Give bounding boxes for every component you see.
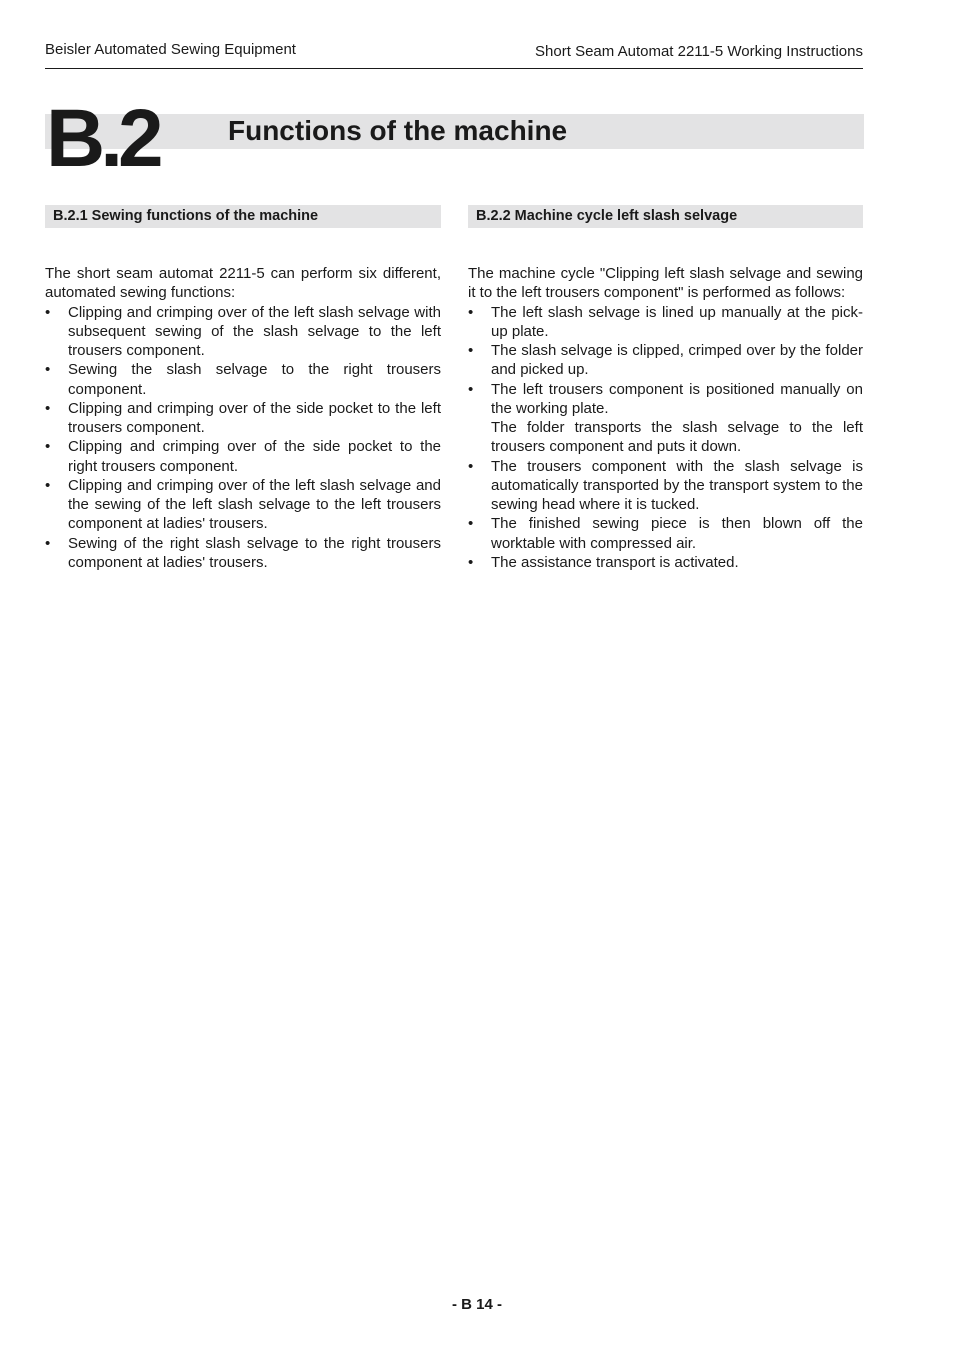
list-item-text: The finished sewing piece is then blown off the worktable with compressed air. (491, 515, 863, 552)
chapter-number: B.2 (46, 93, 159, 184)
list-item-text: The trousers component with the slash selvage is automatically transported by the transport system to the sewing head where it is tucked. (491, 457, 863, 513)
bullet-icon: • (468, 303, 474, 321)
list-item (45, 360, 441, 399)
section-heading-sewing-functions: B.2.1 Sewing functions of the machine (45, 205, 441, 228)
list-item (45, 534, 441, 573)
bullet-icon: • (468, 553, 474, 571)
list-item-continuation: The folder transports the slash selvage to the left trousers component and puts it down. (491, 419, 863, 456)
list-item (45, 303, 441, 361)
section-intro: The machine cycle "Clipping left slash selvage and sewing it to the left trousers component" is performed as follows: (468, 265, 863, 302)
list-item-text: Clipping and crimping over of the left slash selvage with subsequent sewing of the slash selvage to the left trousers component. (68, 303, 441, 359)
bullet-icon: • (468, 380, 474, 398)
bullet-icon: • (45, 438, 51, 456)
header-company: Beisler Automated Sewing Equipment (45, 41, 296, 58)
column-sewing-functions (45, 264, 441, 572)
list-item (468, 514, 863, 553)
list-item (468, 457, 863, 515)
bullet-icon: • (45, 361, 51, 379)
bullet-icon: • (468, 342, 474, 359)
list-item-text: The assistance transport is activated. (491, 553, 739, 571)
list-item (468, 553, 863, 572)
list-item-text: Sewing the slash selvage to the right trousers component. (68, 361, 441, 398)
bullet-icon: • (45, 476, 51, 494)
column-machine-cycle (468, 264, 863, 572)
bullet-icon: • (45, 399, 51, 417)
list-item (45, 476, 441, 534)
bullet-icon: • (468, 457, 474, 475)
list-item-text: The left slash selvage is lined up manually at the pick-up plate. (491, 303, 863, 340)
list-item-text: Clipping and crimping over of the side pocket to the right trousers component. (68, 438, 441, 475)
header-document-title: Short Seam Automat 2211-5 Working Instructions (535, 43, 863, 60)
chapter-title: Functions of the machine (228, 115, 568, 146)
bullet-icon: • (468, 515, 474, 533)
bullet-icon: • (45, 534, 51, 552)
list-item-text: Clipping and crimping over of the left slash selvage and the sewing of the left slash selvage to the left trousers component at ladies' trousers. (68, 476, 441, 533)
list-item (468, 380, 863, 457)
section-intro: The short seam automat 2211-5 can perform six different, automated sewing functions: (45, 265, 441, 302)
list-item (45, 437, 441, 476)
section-heading-machine-cycle: B.2.2 Machine cycle left slash selvage (468, 205, 863, 228)
list-item (468, 303, 863, 342)
header-divider (45, 68, 863, 69)
list-item-text: Sewing of the right slash selvage to the right trousers component at ladies' trousers. (68, 534, 441, 571)
bullet-icon: • (45, 303, 51, 321)
bullet-list (45, 303, 441, 573)
bullet-list (468, 303, 863, 573)
list-item (468, 341, 863, 380)
list-item-text: Clipping and crimping over of the side pocket to the left trousers component. (68, 399, 441, 436)
list-item-text: The slash selvage is clipped, crimped over by the folder and picked up. (491, 342, 863, 379)
page-number: - B 14 - (451, 1296, 502, 1313)
list-item (45, 399, 441, 438)
list-item-text: The left trousers component is positioned manually on the working plate. (491, 380, 863, 417)
